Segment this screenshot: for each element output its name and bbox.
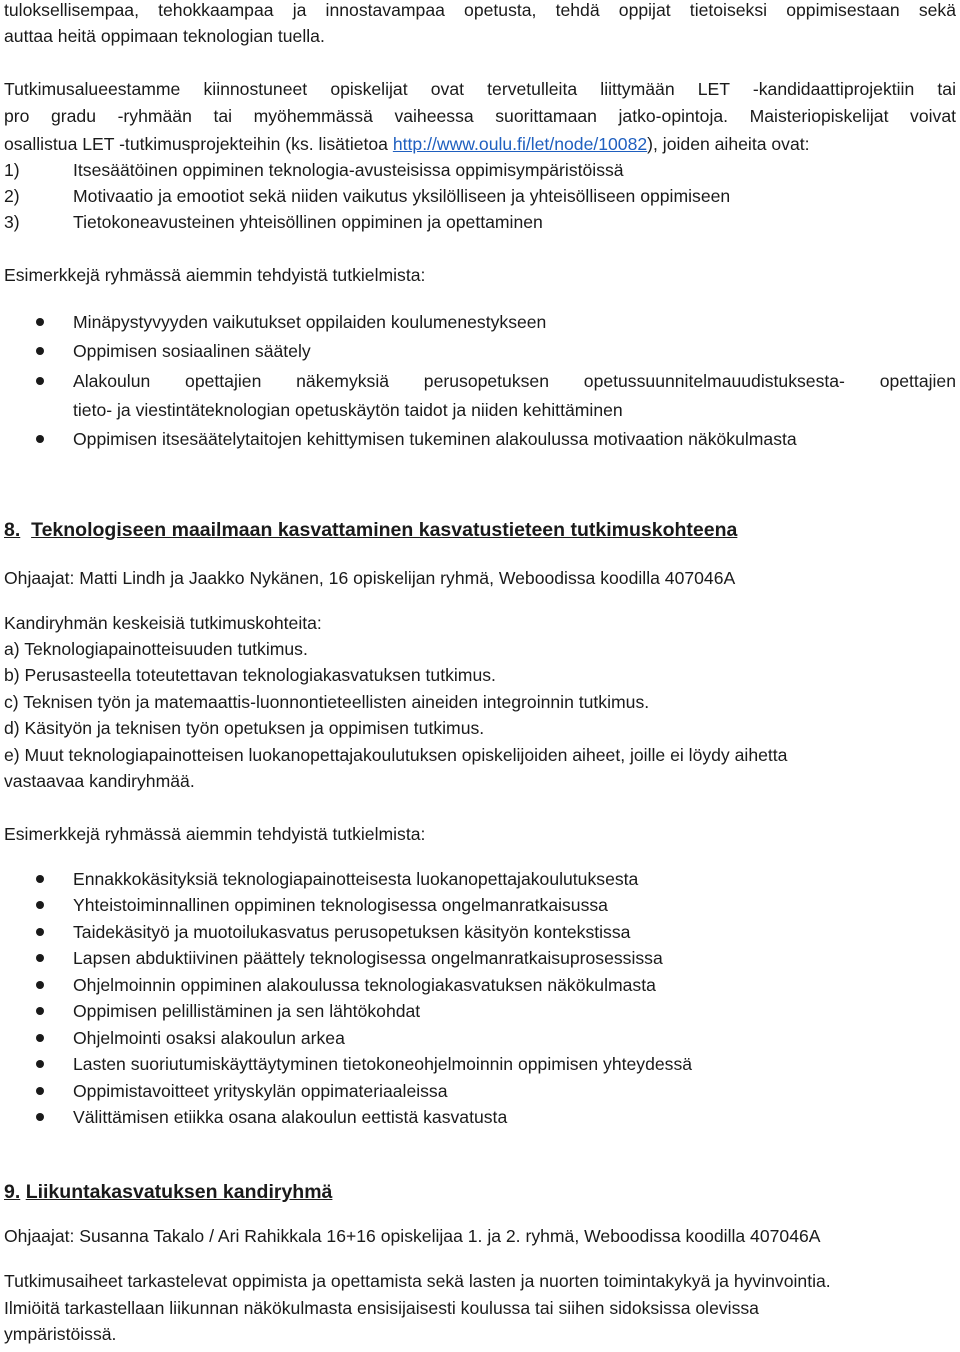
topic-text: Itsesäätöinen oppiminen teknologia-avusteisissa oppimisympäristöissä — [73, 160, 624, 180]
research-line-3 — [4, 131, 956, 157]
topic-number: 2) — [4, 186, 20, 206]
research-line-3-post: ), joiden aiheita ovat: — [647, 134, 810, 154]
research-examples-heading: Esimerkkejä ryhmässä aiemmin tehdyistä tutkielmista: — [4, 265, 426, 285]
topic-number: 3) — [4, 212, 20, 232]
section-8-examples-heading: Esimerkkejä ryhmässä aiemmin tehdyistä tutkielmista: — [4, 824, 426, 844]
topic-text: Tietokoneavusteinen yhteisöllinen oppiminen ja opettaminen — [73, 212, 543, 232]
section-9-desc-line-3: ympäristöissä. — [4, 1324, 117, 1344]
list-item: Oppimisen pelillistäminen ja sen lähtökohdat — [73, 1001, 421, 1021]
bullet-icon — [36, 1060, 44, 1068]
research-line-2: pro gradu -ryhmään tai myöhemmässä vaiheessa suorittamaan jatko-opintoja. Maisteriopiskelijat voivat — [4, 106, 956, 126]
list-item: Ennakkokäsityksiä teknologiapainotteisesta luokanopettajakoulutuksesta — [73, 869, 639, 889]
section-8-heading — [4, 516, 737, 544]
section-9-heading — [4, 1178, 332, 1206]
section-9-supervisors: Ohjaajat: Susanna Takalo / Ari Rahikkala 16+16 opiskelijaa 1. ja 2. ryhmä, Weboodissa koodilla 407046A — [4, 1226, 821, 1246]
bullet-icon — [36, 954, 44, 962]
section-9-desc-line-2: Ilmiöitä tarkastellaan liikunnan näkökulmasta ensisijaisesti koulussa tai siihen sidoksissa olevissa — [4, 1298, 759, 1318]
focus-item: c) Teknisen työn ja matemaattis-luonnontieteellisten aineiden integroinnin tutkimus. — [4, 692, 650, 712]
focus-item: e) Muut teknologiapainotteisen luokanopettajakoulutuksen opiskelijoiden aiheet, joille ei löydy aihetta — [4, 745, 788, 765]
section-8-number: 8. — [4, 519, 21, 541]
intro-line-2: auttaa heitä oppimaan teknologian tuella. — [4, 26, 325, 46]
bullet-icon — [36, 1087, 44, 1095]
bullet-icon — [36, 981, 44, 989]
topic-number: 1) — [4, 160, 20, 180]
list-item: Välittämisen etiikka osana alakoulun eettistä kasvatusta — [73, 1107, 508, 1127]
bullet-icon — [36, 1034, 44, 1042]
bullet-icon — [36, 435, 44, 443]
list-item: Oppimisen itsesäätelytaitojen kehittymisen tukeminen alakoulussa motivaation näkökulmasta — [73, 429, 797, 449]
section-9-desc-line-1: Tutkimusaiheet tarkastelevat oppimista ja opettamista sekä lasten ja nuorten toimintakykyä ja hyvinvointia. — [4, 1271, 831, 1291]
section-8-supervisors: Ohjaajat: Matti Lindh ja Jaakko Nykänen, 16 opiskelijan ryhmä, Weboodissa koodilla 407046A — [4, 568, 736, 588]
list-item: Oppimistavoitteet yrityskylän oppimateriaaleissa — [73, 1081, 448, 1101]
let-link[interactable]: http://www.oulu.fi/let/node/10082 — [392, 134, 648, 154]
list-item: Lasten suoriutumiskäyttäytyminen tietokoneohjelmoinnin oppimisen yhteydessä — [73, 1054, 693, 1074]
list-item: Ohjelmointi osaksi alakoulun arkea — [73, 1028, 345, 1048]
section-9-number: 9. — [4, 1181, 21, 1203]
bullet-icon — [36, 928, 44, 936]
section-9-title: Liikuntakasvatuksen kandiryhmä — [25, 1181, 333, 1203]
focus-item: d) Käsityön ja teknisen työn opetuksen ja oppimisen tutkimus. — [4, 718, 485, 738]
bullet-icon — [36, 377, 44, 385]
list-item: Ohjelmoinnin oppiminen alakoulussa teknologiakasvatuksen näkökulmasta — [73, 975, 656, 995]
section-8-title: Teknologiseen maailmaan kasvattaminen kasvatustieteen tutkimuskohteena — [31, 519, 738, 541]
list-item: Yhteistoiminnallinen oppiminen teknologisessa ongelmanratkaisussa — [73, 895, 608, 915]
research-line-1: Tutkimusalueestamme kiinnostuneet opiskelijat ovat tervetulleita liittymään LET -kandidaattiprojektiin tai — [4, 79, 956, 99]
focus-item-continuation: vastaavaa kandiryhmää. — [4, 771, 195, 791]
list-item: Oppimisen sosiaalinen säätely — [73, 341, 311, 361]
focus-item: b) Perusasteella toteutettavan teknologiakasvatuksen tutkimus. — [4, 665, 496, 685]
topic-text: Motivaatio ja emootiot sekä niiden vaikutus yksilölliseen ja yhteisölliseen oppimiseen — [73, 186, 731, 206]
list-item-continuation: tieto- ja viestintäteknologian opetuskäytön taidot ja niiden kehittäminen — [73, 400, 623, 420]
research-line-3-pre: osallistua LET -tutkimusprojekteihin (ks. lisätietoa — [4, 134, 393, 154]
list-item: Alakoulun opettajien näkemyksiä perusopetuksen opetussuunnitelmauudistuksesta- opettajien — [73, 371, 956, 391]
bullet-icon — [36, 347, 44, 355]
section-8-focus-heading: Kandiryhmän keskeisiä tutkimuskohteita: — [4, 613, 322, 633]
focus-item: a) Teknologiapainotteisuuden tutkimus. — [4, 639, 308, 659]
list-item: Minäpystyvyyden vaikutukset oppilaiden koulumenestykseen — [73, 312, 547, 332]
bullet-icon — [36, 875, 44, 883]
list-item: Taidekäsityö ja muotoilukasvatus perusopetuksen käsityön kontekstissa — [73, 922, 631, 942]
bullet-icon — [36, 901, 44, 909]
bullet-icon — [36, 1007, 44, 1015]
intro-line-1: tuloksellisempaa, tehokkaampaa ja innostavampaa opetusta, tehdä oppijat tietoiseksi oppimisestaan sekä — [4, 0, 956, 20]
bullet-icon — [36, 1113, 44, 1121]
list-item: Lapsen abduktiivinen päättely teknologisessa ongelmanratkaisuprosessissa — [73, 948, 663, 968]
bullet-icon — [36, 318, 44, 326]
